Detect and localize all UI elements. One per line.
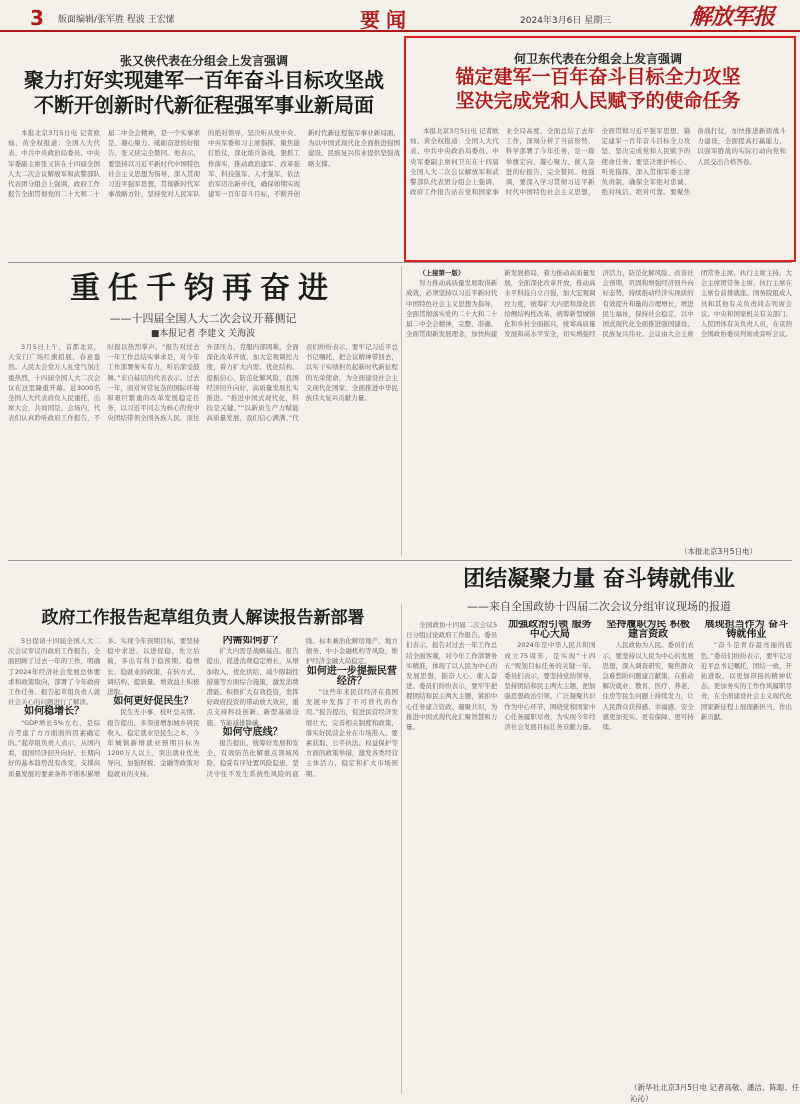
article2-title-line2: 坚决完成党和人民赋予的使命任务 <box>455 89 741 112</box>
divider-top <box>8 262 792 263</box>
article4-q2: 如何更好促民生？ <box>113 696 194 708</box>
article4-q5: 如何进一步提振民营经济？ <box>306 665 397 687</box>
article5-credit: （新华社北京3月5日电 记者高敬、潘洁、陈聪、任沁沁） <box>630 1083 800 1103</box>
section-title: 要闻 <box>360 8 412 32</box>
article5-h2-body: 人民政协为人民。委员们表示，要坚持以人民为中心的发展思想，深入调查研究，聚焦群众急难愁盼问题建言献策，在推动解决就业、教育、医疗、养老、住房等民生问题上持续发力，让人民群众获得感、幸福感、安全感更加充实、更有保障、更可持续。 <box>602 641 694 732</box>
article1-title-line2: 不断开创新时代新征程强军事业新局面 <box>34 93 374 117</box>
article4-q5-body: “这些年来民营经济在我国发展中发挥了不可替代的作用。”报告提出，促进民营经济发展壮大，完善相关制度和政策，落实好民营企业在市场准入、要素获取、公平执法、权益保护等方面的政策举措，激发各类经营主体活力，稳定和扩大市场预期。 <box>305 688 398 778</box>
continued-text: 努力推动高质量发展取得新成效，必须坚持以习近平新时代中国特色社会主义思想为指导，全面贯彻落实党的二十大和二十届二中全会精神，完整、准确、全面贯彻新发展理念，加快构建新发展格局，着力推动高质量发展，全面深化改革开放，推动高水平科技自立自强，加大宏观调控力度，统筹扩大内需和深化供给侧结构性改革，统筹新型城镇化和乡村全面振兴，统筹高质量发展和高水平安全，切实增强经济活力、防范化解风险、改善社会预期，巩固和增强经济回升向好态势，持续推动经济实现质的有效提升和量的合理增长，增进民生福祉，保持社会稳定，以中国式现代化全面推进强国建设、民族复兴伟业。会议由大会主席团常务主席、执行主席主持。大会主席团常务主席、执行主席在主席台前排就座。国务院组成人员和其他有关负责同志列席会议。中央和国家机关有关部门、人民团体有关负责人员，在京的全国政协委员列席或旁听会议。 <box>406 269 792 339</box>
article5-h3: 展现担当作为 奋斗铸就伟业 <box>704 620 789 641</box>
article2-text: 本报北京3月5日电 记者欧灿、黄全权报道：全国人大代表、中共中央政治局委员、中央军委副主席何卫东在十四届全国人大二次会议解放军和武警部队代表团分组会上强调，政府工作报告站在党和国家事业全局高度，全面总结了去年工作，深刻分析了当前形势，科学部署了今年任务，是一篇举旗定向、凝心聚力、催人奋进的好报告，完全赞同。他强调，要深入学习贯彻习近平新时代中国特色社会主义思想，全面贯彻习近平强军思想，锚定建军一百年奋斗目标全力攻坚，坚决完成党和人民赋予的使命任务。要坚决维护核心、听党指挥，深入贯彻军委主席负责制，确保全军绝对忠诚、绝对纯洁、绝对可靠。要聚焦备战打仗，加快推进新质战斗力建设，全面提高打赢能力，以强军胜战的实际行动向党和人民交出合格答卷。 <box>410 127 786 197</box>
divider-mid <box>8 560 792 561</box>
issue-date: 2024年3月6日 星期三 <box>520 16 612 26</box>
article3-body <box>8 342 398 554</box>
article4-q2-body: 民生无小事，枝叶总关情。报告提出，多渠道增加城乡居民收入，稳定就业是民生之本，今年城镇新增就业预期目标为1200万人以上，突出就业优先导向，加强财税、金融等政策对稳就业的支持。 <box>107 708 200 778</box>
article2-title-line1: 锚定建军一百年奋斗目标全力攻坚 <box>455 66 741 88</box>
article5-h1: 加强政治引领 服务中心大局 <box>508 620 592 641</box>
article1-title <box>8 68 400 118</box>
continued-label: （上接第一版） <box>419 269 465 277</box>
article4-q4: 如何守底线？ <box>222 726 283 738</box>
article1-body <box>8 128 400 258</box>
article3-byline: ■本报记者 李建文 关海波 <box>150 329 256 339</box>
article4-intro: 5日提请十四届全国人大二次会议审议的政府工作报告，全面回顾了过去一年的工作，明确了2024年经济社会发展总体要求和政策取向，部署了今年政府工作任务。报告起草组负责人就社会关心的问题进行了解读。 <box>8 637 101 707</box>
article5-intro: 全国政协十四届二次会议5日分组讨论政府工作报告。委员们表示，报告对过去一年工作总结全面客观，对今年工作部署务实精准，体现了以人民为中心的发展思想，振奋人心、催人奋进。委员们纷纷表示，要牢牢把握团结和民主两大主题，紧扣中心任务建言资政、凝聚共识，为推进中国式现代化汇聚智慧和力量。 <box>406 621 498 732</box>
article5-body <box>406 620 792 1080</box>
article2-body <box>410 126 786 254</box>
article5-h3-body: “奋斗是青春最亮丽的底色。”委员们纷纷表示，要牢记习近平总书记嘱托，团结一致、开拓进取，以更加昂扬的精神状态、更加务实的工作作风履职尽责，在全面建设社会主义现代化国家新征程上展现新担当、作出新贡献。 <box>700 641 792 721</box>
editors-line: 版面编辑/张军胜 程波 王宏愫 <box>58 15 175 25</box>
article5-title: 团结凝聚力量 奋斗铸就伟业 <box>463 567 735 592</box>
article3-subtitle: ——十四届全国人大二次会议开幕侧记 <box>109 312 297 325</box>
divider-vertical-bottom <box>401 604 402 1094</box>
article5-h1-body: 2024年是中华人民共和国成立75周年，是实现“十四五”规划目标任务的关键一年。委员们表示，要坚持党的领导，坚持团结和民主两大主题，把加强思想政治引领、广泛凝聚共识作为中心环节，围绕党和国家中心任务履职尽责，为实现今年经济社会发展目标任务贡献力量。 <box>504 641 596 732</box>
article4-q4-body: 报告提出，统筹好发展和安全，有效防范化解重点领域风险，稳妥有序处置风险隐患，坚决守住不发生系统性风险的底线。标本兼治化解房地产、地方债务、中小金融机构等风险，维护经济金融大局稳定。 <box>206 637 398 778</box>
article4-q3-body: 扩大内需是战略基点。报告提出，促进消费稳定增长，从增加收入、优化供给、减少限制性措施等方面综合施策，激发消费潜能。积极扩大有效投资，发挥好政府投资的带动放大效应，重点支持科技创新、新型基础设施、节能减排降碳。 <box>206 647 299 727</box>
divider-vertical-mid <box>401 266 402 556</box>
article3-text: 3月5日上午，首都北京，天安门广场红旗招展、春意盎然。人民大会堂万人礼堂气氛庄重热烈，十四届全国人大二次会议在这里隆重开幕。近3000名全国人大代表肩负人民重托，出席大会，共商国是。会场内，代表们认真聆听政府工作报告，不时报以热烈掌声。“报告对过去一年工作总结实事求是，对今年工作部署务实有力，听后深受鼓舞。”来自基层的代表表示。过去一年，面对异常复杂的国际环境和艰巨繁重的改革发展稳定任务，以习近平同志为核心的党中央团结带领全国各族人民，顶住外部压力、克服内部困难，全面深化改革开放，加大宏观调控力度，着力扩大内需、优化结构、提振信心、防范化解风险，我国经济回升向好，高质量发展扎实推进。“推进中国式现代化，科技是关键。”“以新质生产力赋能高质量发展，我们信心满满。”代表们纷纷表示，要牢记习近平总书记嘱托，把会议精神带回去，以实干实绩担负起新时代新征程的光荣使命，为全面建设社会主义现代化国家、全面推进中华民族伟大复兴贡献力量。 <box>8 343 398 423</box>
newspaper-logo: 解放军报 <box>690 4 775 30</box>
continued-body <box>406 268 792 544</box>
article5-h2: 坚持履职为民 积极建言资政 <box>606 620 690 641</box>
article4-title: 政府工作报告起草组负责人解读报告新部署 <box>41 608 365 628</box>
article1-text: 本报北京3月5日电 记者欧灿、黄全权报道：全国人大代表、中共中央政治局委员、中央军委副主席张又侠在十四届全国人大二次会议解放军和武警部队代表团分组会上强调，政府工作报告全面贯彻党的二十大和二十届二中全会精神，是一个实事求是、凝心聚力、砥砺奋进的好报告，张又侠完全赞同。他表示，要坚持以习近平新时代中国特色社会主义思想为指导，深入贯彻习近平强军思想，贯彻新时代军事战略方针，坚持党对人民军队的绝对领导，坚决听从党中央、中央军委和习主席指挥，聚焦能打胜仗，深化练兵备战，狠抓工作落实，推动政治建军、改革强军、科技强军、人才强军、依法治军迈出新步伐，确保如期实现建军一百年奋斗目标，不断开创新时代新征程强军事业新局面，为以中国式现代化全面推进强国建设、民族复兴伟业提供坚强战略支撑。 <box>8 129 400 199</box>
article5-subtitle: ——来自全国政协十四届二次会议分组审议现场的报道 <box>467 600 731 613</box>
continued-credit: （本报北京3月5日电） <box>680 547 758 556</box>
article4-q3: 内需如何扩？ <box>222 636 283 646</box>
page-number: 3 <box>30 6 44 30</box>
article1-title-line1: 聚力打好实现建军一百年奋斗目标攻坚战 <box>24 68 384 92</box>
article2-kicker: 何卫东代表在分组会上发言强调 <box>513 52 682 66</box>
article2-title <box>408 66 788 114</box>
article3-title: 重任千钧再奋进 <box>70 271 336 306</box>
article4-q1-body: “GDP增长5%左右，是综合考虑了方方面面的因素确定的。”起草组负责人表示，从国内看，我国经济回升向好、长期向好的基本趋势没有改变，支撑高质量发展的要素条件不断积累增多。实现今年预期目标，要坚持稳中求进、以进促稳、先立后破，多出有利于稳预期、稳增长、稳就业的政策，在转方式、调结构、提质量、增效益上积极进取。 <box>8 637 200 778</box>
article4-q1: 如何稳增长？ <box>24 706 85 718</box>
article1-kicker: 张又侠代表在分组会上发言强调 <box>119 54 288 68</box>
article4-body <box>8 636 398 1092</box>
